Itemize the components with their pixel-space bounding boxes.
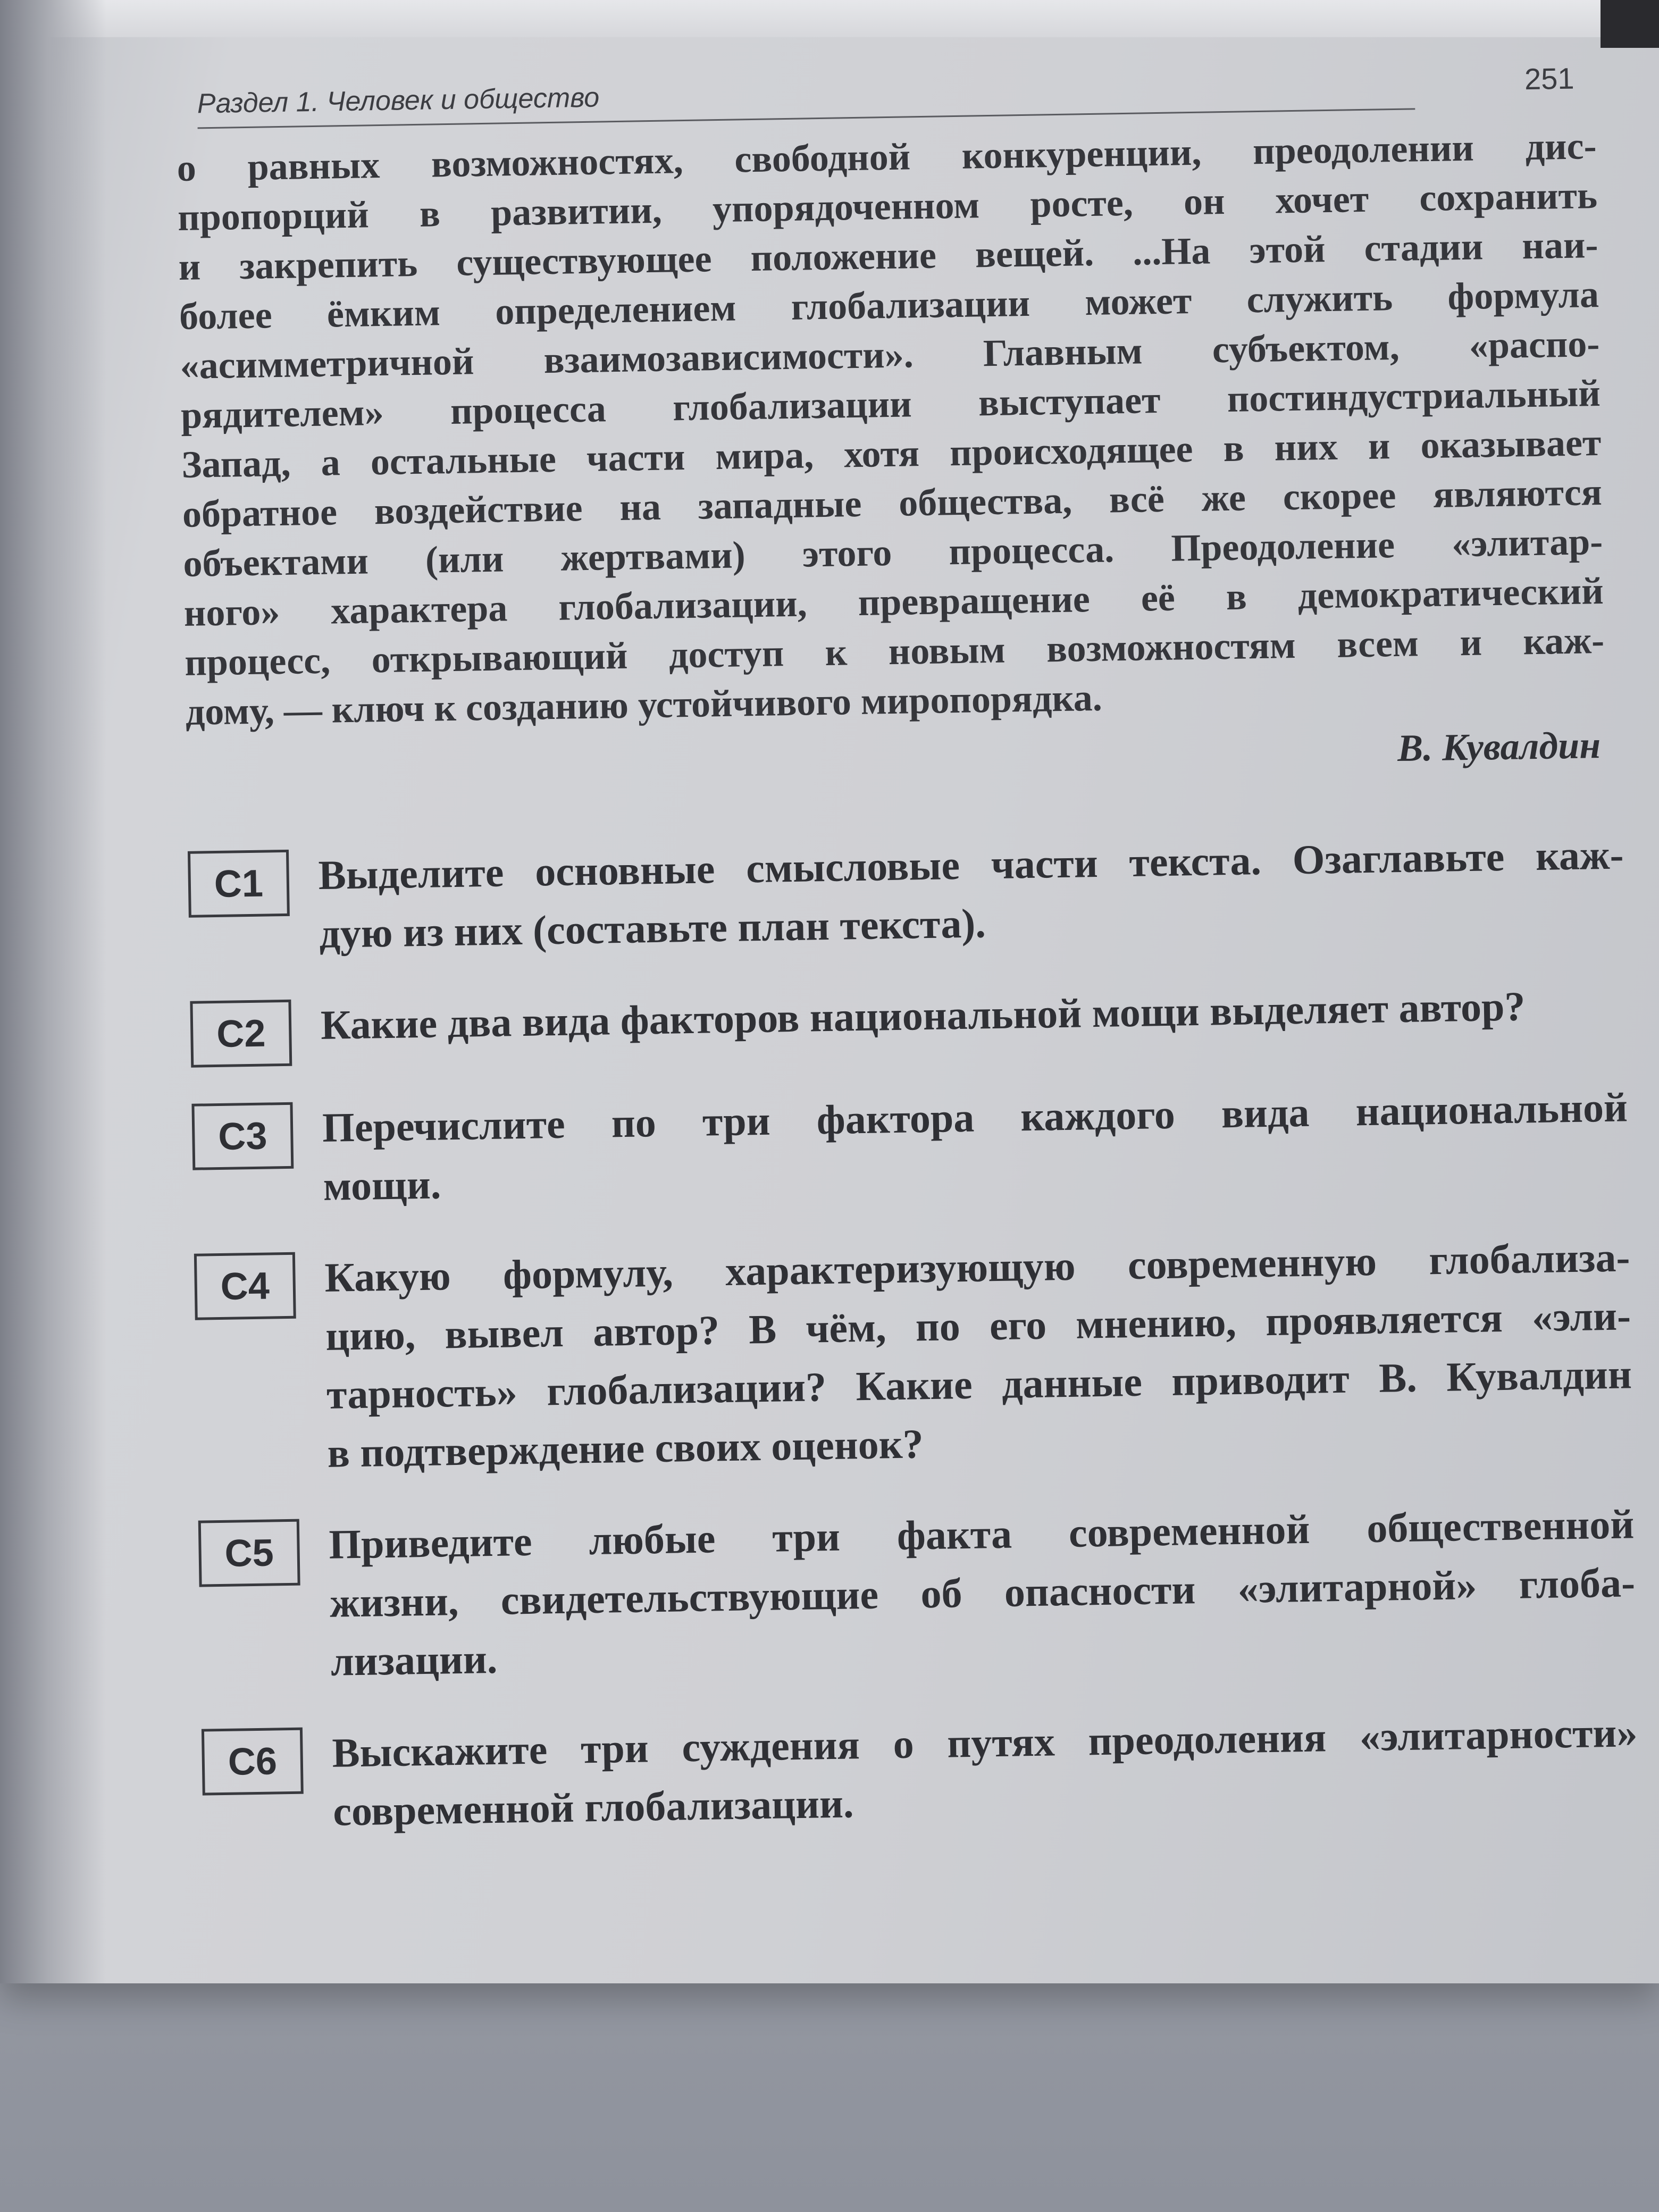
task-line: в подтверждение своих оценок? [327, 1420, 924, 1476]
task-line: мощи. [323, 1161, 441, 1209]
task-c2 [190, 975, 1627, 1067]
task-line: Перечислите по три фактора каждого вида национальной [322, 1084, 1628, 1151]
task-line: цию, вывел автор? В чём, по его мнению, проявляется «эли- [325, 1292, 1631, 1359]
quoted-text [177, 121, 1621, 737]
running-head: Раздел 1. Человек и общество [197, 82, 600, 120]
task-c6 [202, 1703, 1639, 1842]
task-line: Приведите любые три факта современной общественной [328, 1501, 1635, 1568]
text-line: и закрепить существующее положение вещей. ...На этой стадии наи- [178, 223, 1598, 288]
task-line: Выделите основные смысловые части текста. Озаглавьте каж- [317, 831, 1624, 898]
text-line: ного» характера глобализации, превращение её в демократический [183, 569, 1604, 634]
task-c4 [194, 1228, 1633, 1484]
task-text [324, 1228, 1633, 1482]
text-line: дому, — ключ к созданию устойчивого миропорядка. [185, 676, 1103, 733]
text-line: Запад, а остальные части мира, хотя происходящее в них и оказывает [181, 421, 1602, 486]
task-line: Какую формулу, характеризующую современную глобализа- [324, 1234, 1630, 1301]
task-code-badge: С4 [194, 1252, 296, 1320]
task-line: дую из них (составьте план текста). [319, 900, 986, 957]
task-code-badge: С2 [190, 1000, 292, 1068]
task-text [318, 825, 1625, 963]
page-fold-shadow [0, 0, 106, 1983]
task-text [329, 1495, 1637, 1691]
task-code-badge: С1 [188, 850, 290, 918]
text-line: более ёмким определением глобализации может служить формула [179, 273, 1599, 338]
text-line: о равных возможностях, свободной конкуренции, преодолении дис- [177, 124, 1597, 189]
page-header [175, 52, 1612, 133]
task-list [188, 825, 1639, 1842]
task-c1 [188, 825, 1625, 965]
task-c3 [191, 1078, 1629, 1217]
task-c5 [198, 1495, 1637, 1692]
text-line: объектами (или жертвами) этого процесса. Преодоление «элитар- [182, 520, 1603, 585]
task-line: современной глобализации. [332, 1780, 854, 1834]
task-text [322, 1078, 1629, 1216]
text-line: пропорций в развитии, упорядоченном росте, он хочет сохранить [177, 174, 1598, 239]
text-line: «асимметричной взаимозависимости». Главным субъектом, «распо- [179, 322, 1600, 387]
task-line: тарность» глобализации? Какие данные приводит В. Кувалдин [326, 1351, 1632, 1418]
task-line: Какие два вида факторов национальной мощи выделяет автор? [320, 983, 1526, 1048]
task-line: Выскажите три суждения о путях преодоления «элитарности» [331, 1709, 1638, 1776]
author-attribution: В. Кувалдин [1397, 724, 1601, 770]
task-line: лизации. [330, 1635, 498, 1685]
text-line: обратное воздействие на западные общества, всё же скорее являются [182, 470, 1603, 535]
page-content [175, 52, 1639, 1876]
task-line: жизни, свидетельствующие об опасности «элитарной» глоба- [329, 1559, 1636, 1626]
task-code-badge: С6 [202, 1728, 304, 1796]
task-code-badge: С3 [191, 1102, 294, 1170]
task-text [320, 975, 1626, 1054]
text-line: рядителем» процесса глобализации выступает постиндустриальный [180, 371, 1601, 437]
text-line: процесс, открывающий доступ к новым возможностям всем и каж- [184, 618, 1605, 684]
page-number: 251 [1524, 61, 1574, 96]
facing-page-edge [0, 0, 1659, 37]
task-text [332, 1703, 1639, 1841]
task-code-badge: С5 [198, 1519, 300, 1587]
dark-corner [1601, 0, 1659, 48]
